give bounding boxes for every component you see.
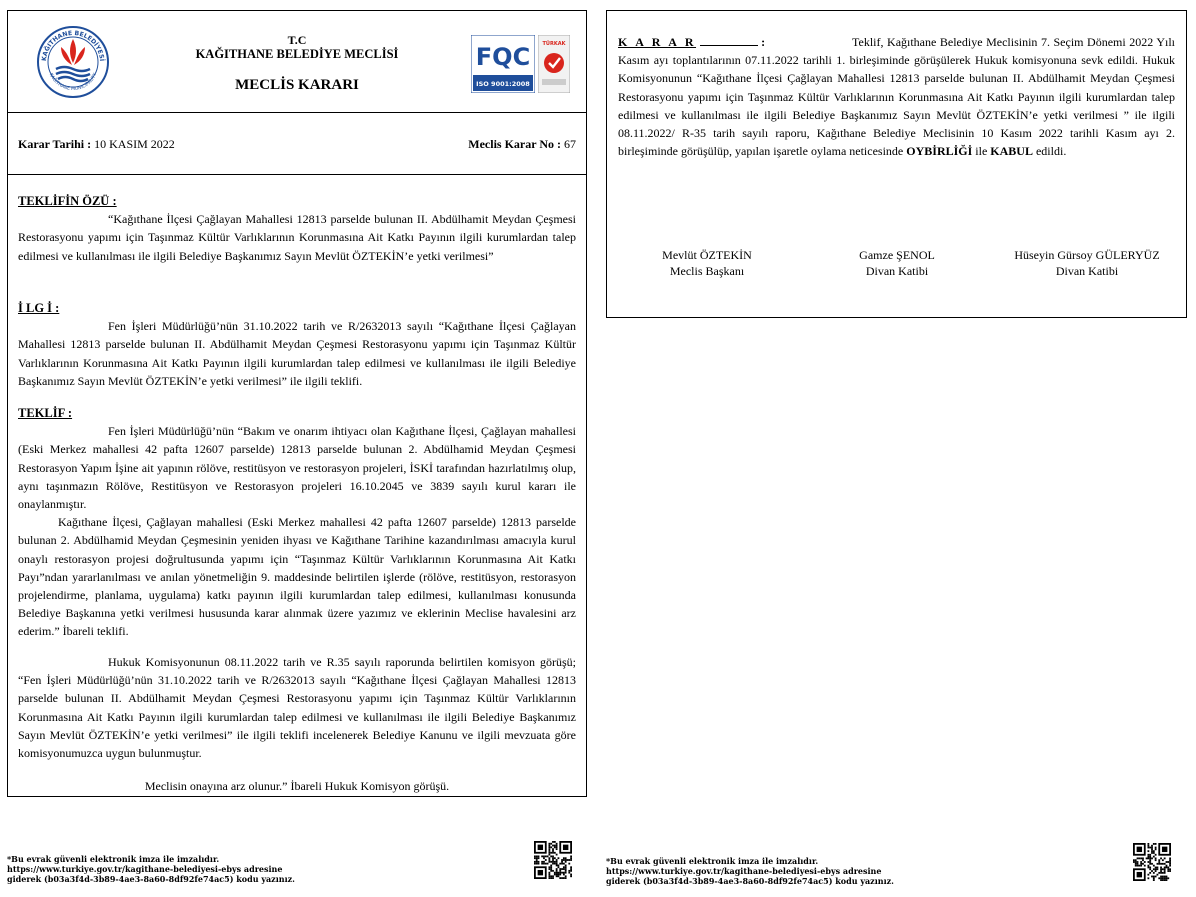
decision-body: Teklif, Kağıthane Belediye Meclisinin 7. Seçim Dönemi 2022 Yılı Kasım ayı toplantılarının 07.11.2022 tarihli 1. birleşiminde görüşülerek Hukuk komisyonuna sevk edildi. Hukuk Komisyonunun “Kağıthane İlçesi Çağlayan Mahallesi 12813 parselde bulunan II. Abdülhamit Meydan Çeşmesi Restorasyonu yapımı için Taşınmaz Kültür Varlıklarının Korunmasına Ait Katkı Payının ilgili kurumlardan talep edilmesi ve kullanılması ile ilgili Belediye Başkanımız Sayın Mevlüt ÖZTEKİN’e yetki verilmesi ” ile ilgili 08.11.2022/ R-35 tarih sayılı raporu, Kağıthane Belediye Meclisinin 10 Kasım 2022 tarihli Kasım ayı 2. birleşiminde görüşülüp, yapılan işaretle oylama neticesinde [618,35,1175,159]
turkak-text: TÜRKAK [542,41,566,47]
decision-number: Meclis Karar No : 67 [468,137,576,151]
legal-committee-text: Hukuk Komisyonunun 08.11.2022 tarih ve R.35 sayılı raporunda belirtilen komisyon görüşü; “Fen İşleri Müdürlüğü’nün 31.10.2022 tarih ve R/2632013 sayılı “Kağıthane İlçesi Çağlayan Mahallesi 12813 parselde bulunan II. Abdülhamit Meydan Çeşmesi Restorasyonu yapımı için Taşınmaz Kültür Varlıklarının Korunmasına Ait Katkı Payının ilgili kurumlardan talep edilmesi ve kullanılması ile ilgili Belediye Başkanımız Sayın Mevlüt ÖZTEKİN’e yetki verilmesi” ile ilgili teklifi incelenerek Belediye Kanunu ve ilgili mevzuata göre komisyonumuzca uygun bulunmuştur. [18,655,576,761]
proposal-summary-text: “Kağıthane İlçesi Çağlayan Mahallesi 12813 parselde bulunan II. Abdülhamit Meydan Çeşmesi Restorasyonu yapımı için Taşınmaz Kültür Varlıklarının Korunmasına Ait Katkı Payının ilgili kurumlardan talep edilmesi ve kullanılması ile ilgili Belediye Başkanımız Sayın Mevlüt ÖZTEKİN’e yetki verilmesi” [18,212,576,263]
decision-result-accepted: KABUL [990,144,1033,159]
fqc-text: FQC [475,43,531,71]
logo-text-bottom: KAĞITHANE MUNICIPALITY [47,72,99,93]
fqc-certificate-logo [471,35,535,93]
proposal-title: TEKLİF : [18,406,73,420]
proposal-paragraph-1: Fen İşleri Müdürlüğü’nün “Bakım ve onarım ihtiyacı olan Kağıthane İlçesi, Çağlayan mahallesi (Eski Merkez mahallesi 42 pafta 12607 parselde) 12813 parselde bulunan 2. Abdülhamid Meydan Çeşmesi Restorasyon Yapım İşine ait yapının rölöve, restitüsyon ve restorasyon projeleri, İSKİ tarafından hazırlatılmış olup, aynı taşınmazın Rölöve, Restitüsyon ve Restorasyon projeleri 16.10.2045 ve 3839 sayılı kurul kararı ile onaylanmıştır. [18,424,576,512]
footer-line-2: https://www.turkiye.gov.tr/kagithane-belediyesi-ebys adresine [606,866,882,876]
signature-chairman [637,247,777,279]
decision-result-unanimous: OYBİRLİĞİ [906,144,973,159]
qr-code-icon[interactable] [1133,843,1171,881]
decision-title-colon: : [761,35,766,49]
legal-committee-section [18,653,576,762]
decision-page-left [7,10,587,797]
reference-text: Fen İşleri Müdürlüğü’nün 31.10.2022 tarih ve R/2632013 sayılı “Kağıthane İlçesi Çağlayan Mahallesi 12813 parselde bulunan II. Abdülhamit Meydan Çeşmesi Restorasyonu yapımı için Taşınmaz Kültür Varlıklarının Korunmasına Ait Katkı Payının ilgili kurumlardan talep edilmesi ve kullanılması ile ilgili Belediye Başkanımız Sayın Mevlüt ÖZTEKİN’e yetki verilmesi” ile ilgili teklifi. [18,319,576,388]
signature-clerk-1 [827,247,967,279]
decision-page-right [606,10,1187,318]
header-tc: T.C [287,33,307,47]
proposal-summary-section [18,192,576,265]
signature-name: Mevlüt ÖZTEKİN [662,248,752,262]
signature-clerk-2 [997,247,1177,279]
signature-role: Divan Katibi [1055,264,1119,278]
e-signature-note-right [606,856,894,886]
footer-line-2: https://www.turkiye.gov.tr/kagithane-belediyesi-ebys adresine [7,864,283,874]
header-council-name: KAĞITHANE BELEDİYE MECLİSİ [195,47,399,61]
e-signature-note-left [7,854,295,884]
meta-divider [8,174,586,175]
logo-text: KAĞITHANE BELEDİYESİ [40,29,106,62]
iso-text: ISO 9001:2008 [476,80,530,88]
signature-role: Divan Katibi [865,264,929,278]
qr-code-icon[interactable] [534,841,572,879]
decision-result-connector: ile [975,144,988,159]
decision-meta [18,137,576,152]
footer-line-1: *Bu evrak güvenli elektronik imza ile imzalıdır. [7,854,220,864]
proposal-paragraph-2: Kağıthane İlçesi, Çağlayan mahallesi (Eski Merkez mahallesi 42 pafta 12607 parselde) 12813 parselde bulunan 2. Abdülhamid Meydan Çeşmesinin yeniden ihyası ve Kağıthane Tarihine kazandırılması amacıyla kurul onaylı restorasyon projesi doğrultusunda yapımı için “Taşınmaz Kültür Varlıklarının Korunmasına Ait Katkı Payı”ndan yararlanılması ve anılan yönetmeliğin 9. maddesinde belirtilen işlerde (rölöve, restitüsyon, restorasyon projelendirme, planlama, uygulama) katkı payının ilgili kurumlardan talep edilmesi, kullanılması konusunda Belediye Başkanına yetki verilmesi hususunda karar alınmak üzere yazımız ve eklerinin Meclise havalesini arz ederim.” İbareli teklifi. [18,515,576,639]
header-divider [8,112,586,113]
footer-line-1: *Bu evrak güvenli elektronik imza ile imzalıdır. [606,856,819,866]
proposal-summary-title: TEKLİFİN ÖZÜ : [18,194,117,208]
decision-date: Karar Tarihi : 10 KASIM 2022 [18,137,175,151]
decision-result-end: edildi. [1035,144,1067,159]
closing-line: Meclisin onayına arz olunur.” İbareli Hukuk Komisyon görüşü. [144,779,450,793]
reference-title: İ LG İ : [18,301,60,315]
footer-line-3: giderek (b03a3f4d-3b89-4ae3-8a60-8df92fe74ac5) kodu yazınız. [606,876,894,886]
turkak-logo [538,35,570,93]
signature-name: Hüseyin Gürsoy GÜLERYÜZ [1014,248,1160,262]
decision-text [618,33,1175,160]
page-title: MECLİS KARARI [235,77,359,93]
reference-section [18,299,576,390]
signature-role: Meclis Başkanı [669,264,745,278]
signature-name: Gamze ŞENOL [859,248,935,262]
proposal-section [18,404,576,641]
footer-line-3: giderek (b03a3f4d-3b89-4ae3-8a60-8df92fe74ac5) kodu yazınız. [7,874,295,884]
title-underline [700,35,758,46]
document-header [8,11,586,111]
decision-title: K A R A R [618,35,697,49]
